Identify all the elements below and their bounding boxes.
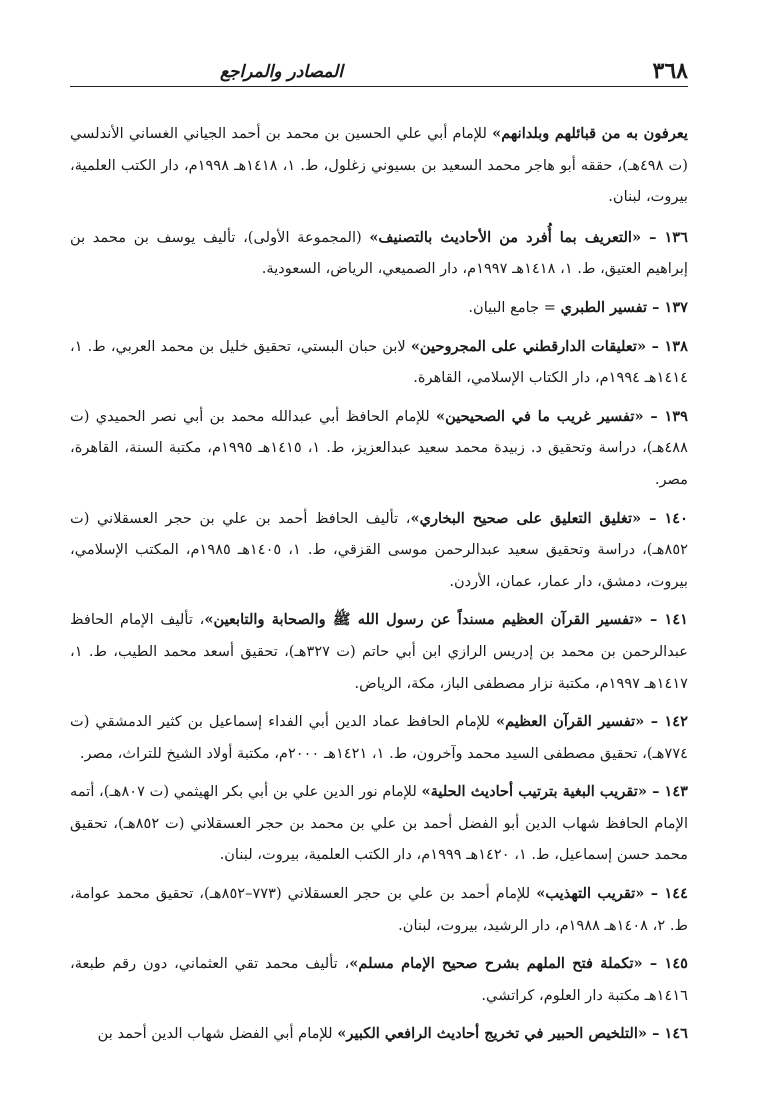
bibliography-entry [70, 222, 688, 285]
entry-details: (المجموعة الأولى)، تأليف يوسف بن محمد بن إبراهيم العتيق، ط. ١، ١٤١٨هـ ١٩٩٧م، دار الصميعي، الرياض، السعودية. [70, 228, 688, 278]
bibliography-entry [70, 503, 688, 598]
entry-number: ١٣٦ – [641, 228, 688, 246]
entry-details: للإمام الحافظ أبي عبدالله محمد بن أبي نصر الحميدي (ت ٤٨٨هـ)، دراسة وتحقيق د. زبيدة محمد سعيد عبدالعزيز، ط. ١، ١٤١٥هـ ١٩٩٥م، مكتبة السنة، القاهرة، مصر. [70, 407, 688, 488]
bibliography-entry [70, 331, 688, 394]
bibliography-entry [70, 1018, 688, 1050]
entry-title: «تكملة فتح الملهم بشرح صحيح الإمام مسلم» [349, 955, 643, 973]
entry-number: ١٣٩ – [643, 407, 688, 425]
bibliography-entry [70, 292, 688, 324]
entry-number: ١٤٤ – [644, 885, 688, 903]
entry-title: «تقريب التهذيب» [536, 885, 645, 903]
bibliography-list [70, 118, 688, 1091]
bibliography-entry [70, 948, 688, 1011]
entry-number: ١٤٣ – [646, 783, 688, 801]
entry-title: «تقريب البغية بترتيب أحاديث الحلية» [421, 783, 647, 801]
entry-details: ، تأليف الإمام الحافظ عبدالرحمن بن محمد بن إدريس الرازي ابن أبي حاتم (ت ٣٢٧هـ)، تحقيق أسعد محمد الطيب، ط. ١، ١٤١٧هـ ١٩٩٧م، مكتبة نزار مصطفى الباز، مكة، الرياض. [70, 611, 688, 692]
page-number: ٣٦٨ [652, 58, 688, 84]
entry-number: ١٤٢ – [644, 713, 688, 731]
entry-details: للإمام نور الدين علي بن أبي بكر الهيثمي (ت ٨٠٧هـ)، أتمه الإمام الحافظ شهاب الدين أبو الفضل أحمد بن علي بن محمد بن حجر العسقلاني (ت ٨٥٢هـ)، تحقيق محمد حسن إسماعيل، ط. ١، ١٤٢٠هـ ١٩٩٩م، دار الكتب العلمية، بيروت، لبنان. [70, 783, 688, 864]
entry-number: ١٤٦ – [647, 1025, 688, 1043]
entry-number: ١٣٨ – [646, 337, 688, 355]
bibliography-entry [70, 401, 688, 496]
entry-title: «تفسير القرآن العظيم مسنداً عن رسول الله ﷺ والصحابة والتابعين» [204, 611, 643, 629]
bibliography-entry [70, 706, 688, 769]
entry-details: لابن حبان البستي، تحقيق خليل بن محمد العربي، ط. ١، ١٤١٤هـ ١٩٩٤م، دار الكتاب الإسلامي، القاهرة. [70, 337, 688, 387]
entry-details: للإمام أبي علي الحسين بن محمد بن أحمد الجياني الغساني الأندلسي (ت ٤٩٨هـ)، حققه أبو هاجر محمد السعيد بن بسيوني زغلول، ط. ١، ١٤١٨هـ ١٩٩٨م، دار الكتب العلمية، بيروت، لبنان. [70, 125, 688, 206]
running-title: المصادر والمراجع [220, 62, 343, 82]
entry-details: = جامع البيان. [468, 298, 561, 316]
entry-number: ١٤١ – [642, 611, 689, 629]
entry-details: للإمام أحمد بن علي بن حجر العسقلاني (٧٧٣–٨٥٢هـ)، تحقيق محمد عوامة، ط. ٢، ١٤٠٨هـ ١٩٨٨م، دار الرشيد، بيروت، لبنان. [70, 885, 688, 934]
entry-title: «التعريف بما أُفرد من الأحاديث بالتصنيف» [369, 228, 642, 246]
entry-details: ، تأليف محمد تقي العثماني، دون رقم طبعة، ١٤١٦هـ مكتبة دار العلوم، كراتشي. [70, 955, 688, 1004]
entry-title: «تفسير غريب ما في الصحيحين» [435, 407, 644, 425]
entry-details: ، تأليف الحافظ أحمد بن علي بن حجر العسقلاني (ت ٨٥٢هـ)، دراسة وتحقيق سعيد عبدالرحمن موسى القزقي، ط. ١، ١٤٠٥هـ ١٩٨٥م، المكتب الإسلامي، بيروت، دمشق، دار عمار، عمان، الأردن. [70, 509, 688, 590]
entry-title: يعرفون به من قبائلهم وبلدانهم» [492, 125, 688, 142]
entry-details: للإمام الحافظ عماد الدين أبي الفداء إسماعيل بن كثير الدمشقي (ت ٧٧٤هـ)، تحقيق مصطفى السيد محمد وآخرون، ط. ١، ١٤٢١هـ ٢٠٠٠م، مكتبة أولاد الشيخ للتراث، مصر. [70, 713, 688, 762]
entry-title: «تغليق التعليق على صحيح البخاري» [410, 509, 642, 527]
entry-title: تفسير الطبري [560, 298, 648, 316]
entry-number: ١٤٥ – [642, 955, 688, 973]
entry-title: «تعليقات الدارقطني على المجروحين» [410, 337, 647, 355]
page-header [70, 52, 688, 87]
entry-number: ١٣٧ – [647, 298, 688, 316]
bibliography-entry [70, 776, 688, 871]
entry-number: ١٤٠ – [641, 509, 688, 527]
bibliography-entry [70, 604, 688, 699]
bibliography-entry [70, 878, 688, 941]
entry-details: للإمام أبي الفضل شهاب الدين أحمد بن [97, 1025, 338, 1043]
entry-title: «تفسير القرآن العظيم» [495, 713, 645, 731]
bibliography-entry [70, 118, 688, 213]
entry-title: «التلخيص الحبير في تخريج أحاديث الرافعي الكبير» [337, 1025, 648, 1043]
